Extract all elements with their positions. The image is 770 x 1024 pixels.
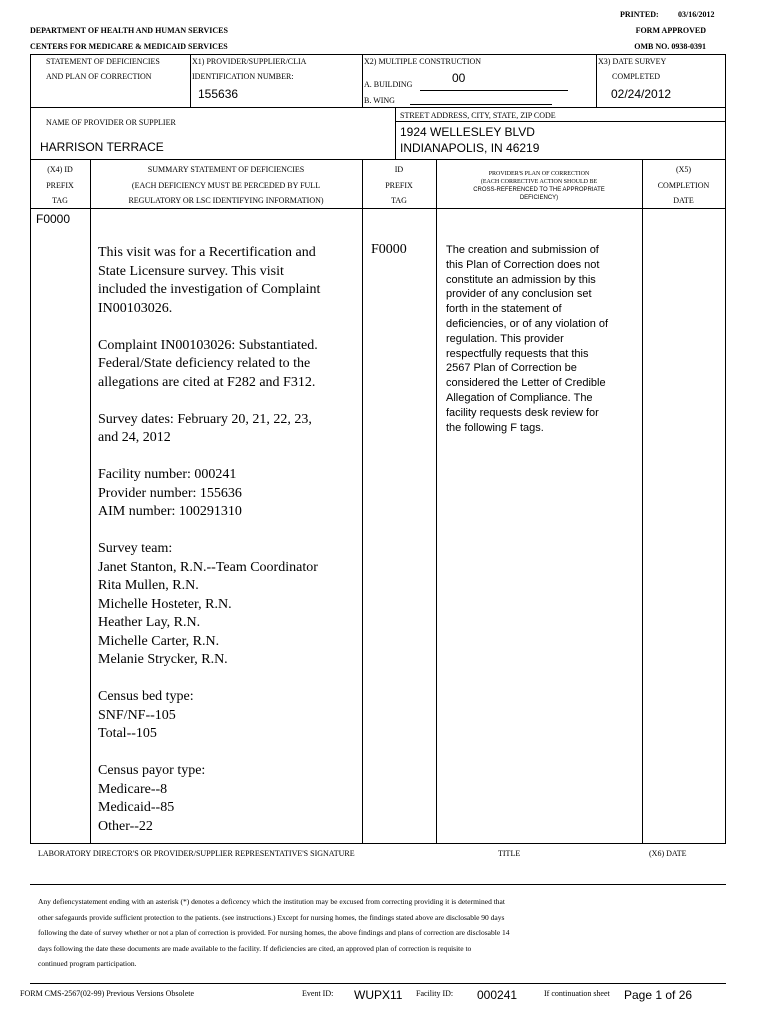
building-value: 00 [452,71,466,85]
summary-line: Heather Lay, R.N. [98,615,201,630]
omb-number: OMB NO. 0938-0391 [634,42,706,51]
rule-box2-bottom [30,159,726,160]
summary-line: SNF/NF--105 [98,707,176,723]
rule-box1-right [725,54,726,107]
summary-line: Provider number: 155636 [98,485,242,501]
summary-line [98,670,360,689]
summary-line: Michelle Carter, R.N. [98,633,220,649]
x5-header-l2: COMPLETION [657,181,710,190]
plan-line: this Plan of Correction does not [446,258,600,271]
left-tag: F0000 [36,212,71,226]
wing-underline [410,104,552,105]
summary-line: Survey team: [98,541,173,556]
plan-line: regulation. This provider [446,332,564,345]
plan-line: forth in the statement of [446,303,562,316]
summary-line: State Licensure survey. This visit [98,263,284,279]
plan-line: respectfully requests that this [446,347,589,360]
address-label: STREET ADDRESS, CITY, STATE, ZIP CODE [400,111,556,120]
rule-table-left [30,159,31,843]
summary-line: Janet Stanton, R.N.--Team Coordinator [98,559,318,575]
disclaimer-line: continued program participation. [38,959,137,968]
summary-line: Total--105 [98,726,157,741]
rule-col-prefix [90,159,91,843]
x1-label: X1) PROVIDER/SUPPLIER/CLIA [192,57,307,66]
summary-line: Melanie Strycker, R.N. [98,652,228,667]
plan-line: facility requests desk review for [446,406,599,419]
signature-label: LABORATORY DIRECTOR'S OR PROVIDER/SUPPLIER REPRESENTATIVE'S SIGNATURE [38,849,355,858]
summary-line [98,318,360,337]
form-number: FORM CMS-2567(02-99) Previous Versions Obsolete [20,989,195,998]
x3-label: X3) DATE SURVEY [598,57,667,66]
summary-line: AIM number: 100291310 [98,504,242,519]
printed-label: PRINTED: [620,10,659,19]
rule-col-summary [362,159,363,843]
plan-text [446,243,640,435]
id-header-l3: TAG [391,196,407,205]
summary-line: Medicaid--85 [98,800,175,815]
plan-line: constitute an admission by this [446,273,596,286]
plan-line: Allegation of Compliance. The [446,391,593,404]
id-tag: F0000 [371,242,407,257]
rule-table-right [725,159,726,843]
plan-header-l2: (EACH CORRECTIVE ACTION SHOULD BE [480,179,598,185]
summary-line: included the investigation of Complaint [98,282,321,297]
summary-line [98,522,360,541]
rule-table-bottom [30,843,726,844]
x5-header-l3: DATE [673,196,694,205]
statement-label: STATEMENT OF DEFICIENCIES [46,57,160,66]
summary-header-l2: (EACH DEFICIENCY MUST BE PERCEDED BY FULL [131,181,321,190]
summary-line: Other--22 [98,818,153,834]
rule-col-plan [642,159,643,843]
rule-box2-left [30,107,31,159]
rule-box2-v1 [395,107,396,159]
centers-title: CENTERS FOR MEDICARE & MEDICAID SERVICES [30,42,228,51]
plan-header-l4: DEFICIENCY) [519,195,559,201]
plan-line: the following F tags. [446,421,544,434]
plan-line: deficiencies, or of any violation of [446,317,609,330]
disclaimer [38,894,718,972]
disclaimer-line: following the date of survey whether or not a plan of correction is provided. For nursing homes, the above findings and plans of correction are disclosable 14 [38,928,510,937]
printed-date: 03/16/2012 [678,10,715,19]
event-id-label: Event ID: [302,989,334,998]
date-label: (X6) DATE [649,849,687,858]
provider-name-label: NAME OF PROVIDER OR SUPPLIER [46,118,176,127]
address-line2: INDIANAPOLIS, IN 46219 [400,141,540,155]
building-underline [420,90,568,91]
rule-box1-v2 [362,54,363,107]
summary-line: and 24, 2012 [98,430,171,445]
provider-number: 155636 [198,87,239,101]
rule-top [30,54,726,55]
summary-text [98,244,360,836]
rule-box1-bottom [30,107,726,108]
x2-label: X2) MULTIPLE CONSTRUCTION [364,57,482,66]
summary-line: Federal/State deficiency related to the [98,356,311,371]
plan-line: provider of any conclusion set [446,288,592,301]
plan-line: The creation and submission of [446,244,599,256]
summary-line [98,392,360,411]
page-number: Page 1 of 26 [624,988,693,1002]
summary-header-l1: SUMMARY STATEMENT OF DEFICIENCIES [147,165,305,174]
disclaimer-line: Any defiencystatement ending with an asterisk (*) denotes a deficency which the institution may be excused from correcting providing it is determined that [38,897,505,906]
summary-line: Census payor type: [98,763,206,778]
x5-header-l1: (X5) [675,165,692,174]
summary-line: allegations are cited at F282 and F312. [98,374,316,390]
summary-line: Medicare--8 [98,781,168,797]
summary-line: Rita Mullen, R.N. [98,578,199,593]
rule-colheader-bottom [30,208,726,209]
summary-line: Survey dates: February 20, 21, 22, 23, [98,411,312,427]
plan-line: considered the Letter of Credible [446,377,606,390]
rule-box1-v3 [596,54,597,107]
summary-line: This visit was for a Recertification and [98,245,316,260]
x4-header-l2: PREFIX [46,181,74,190]
plan-line: 2567 Plan of Correction be [446,362,577,375]
department-title: DEPARTMENT OF HEALTH AND HUMAN SERVICES [30,26,228,35]
id-header-l1: ID [394,165,404,174]
provider-name: HARRISON TERRACE [40,140,164,154]
disclaimer-line: other safegaurds provide sufficient protection to the patients. (see instructions.) Except for nursing homes, the findings stated above are disclosable 90 days [38,912,505,922]
summary-header-l3: REGULATORY OR LSC IDENTIFYING INFORMATION) [128,196,324,205]
wing-label: B. WING [364,96,395,105]
rule-box1-left [30,54,31,107]
plan-header-l3: CROSS-REFERENCED TO THE APPROPRIATE [473,187,605,193]
facility-id-value: 000241 [477,988,518,1002]
rule-footer-top [30,983,726,984]
disclaimer-line: days following the date these documents are made available to the facility. If deficiencies are cited, an approved plan of correction is requisite to [38,943,472,953]
summary-line: Complaint IN00103026: Substantiated. [98,337,318,353]
title-label: TITLE [498,849,521,858]
rule-box1-v1 [190,54,191,107]
summary-line: Facility number: 000241 [98,467,237,482]
summary-line: Michelle Hosteter, R.N. [98,596,232,612]
summary-line: IN00103026. [98,300,173,316]
summary-line [98,448,360,467]
x1-sub-label: IDENTIFICATION NUMBER: [192,72,294,81]
facility-id-label: Facility ID: [416,989,454,998]
x4-header-l1: (X4) ID [47,165,73,174]
address-line1: 1924 WELLESLEY BLVD [400,125,535,139]
summary-line [98,744,360,763]
continuation-label: If continuation sheet [544,989,610,998]
survey-date: 02/24/2012 [611,87,672,101]
rule-signature-bottom [30,884,726,885]
building-label: A. BUILDING [364,80,413,89]
form-approved: FORM APPROVED [635,26,706,35]
rule-col-id [436,159,437,843]
rule-box2-right [725,107,726,159]
plan-header-l1: PROVIDER'S PLAN OF CORRECTION [488,171,590,177]
rule-address-top [395,121,726,122]
x3-sub-label: COMPLETED [612,72,660,81]
x4-header-l3: TAG [52,196,68,205]
plan-label: AND PLAN OF CORRECTION [46,72,152,81]
event-id-value: WUPX11 [354,988,403,1002]
summary-line: Census bed type: [98,689,194,704]
id-header-l2: PREFIX [385,181,413,190]
